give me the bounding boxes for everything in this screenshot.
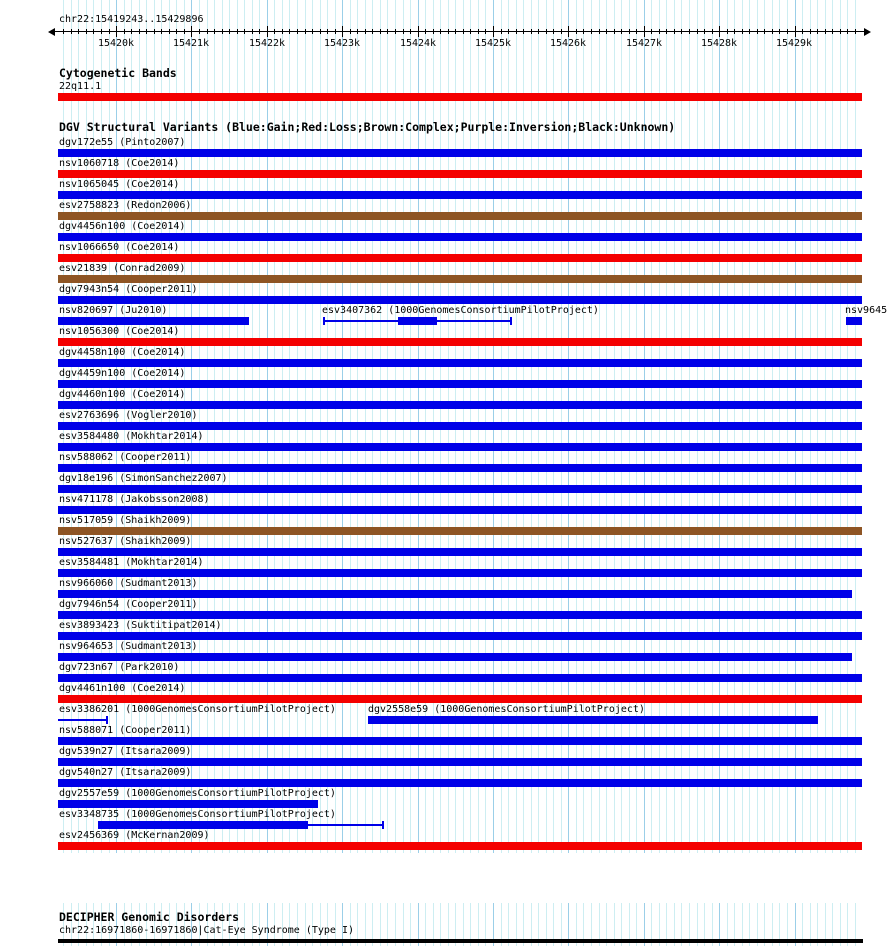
ruler-tick-label: 15420k [97,38,135,49]
ruler-tick-label: 15423k [323,38,361,49]
variant-label[interactable]: esv3584481 (Mokhtar2014) [59,557,204,568]
variant-label[interactable]: dgv539n27 (Itsara2009) [59,746,192,757]
variant-label[interactable]: dgv2558e59 (1000GenomesConsortiumPilotProject) [368,704,645,715]
variant-label[interactable]: esv3348735 (1000GenomesConsortiumPilotProject) [59,809,336,820]
variant-bar[interactable] [58,485,862,493]
ruler-tick-label: 15422k [248,38,286,49]
variant-label[interactable]: nsv471178 (Jakobsson2008) [59,494,210,505]
variant-label[interactable]: dgv4461n100 (Coe2014) [59,683,186,694]
variant-label[interactable]: dgv4456n100 (Coe2014) [59,221,186,232]
variant-label[interactable]: dgv4458n100 (Coe2014) [59,347,186,358]
variant-bar[interactable] [58,569,862,577]
variant-label[interactable]: nsv1065045 (Coe2014) [59,179,180,190]
variant-label[interactable]: esv3407362 (1000GenomesConsortiumPilotProject) [322,305,599,316]
variant-label[interactable]: dgv2557e59 (1000GenomesConsortiumPilotProject) [59,788,336,799]
region-label: chr22:15419243..15429896 [59,14,204,25]
variant-bar[interactable] [58,443,862,451]
variant-bar[interactable] [58,380,862,388]
variant-bar[interactable] [58,212,862,220]
variant-label[interactable]: nsv820697 (Ju2010) [59,305,168,316]
variant-bar[interactable] [58,590,852,598]
variant-label[interactable]: dgv7943n54 (Cooper2011) [59,284,198,295]
variant-bar[interactable] [58,149,862,157]
ruler-tick-label: 15421k [172,38,210,49]
decipher-entry-label[interactable]: chr22:16971860-16971860|Cat-Eye Syndrome (Type I) [59,925,355,936]
variant-label[interactable]: nsv9645 [845,305,888,316]
variant-label[interactable]: nsv588071 (Cooper2011) [59,725,192,736]
variant-span-line[interactable] [58,719,107,721]
variant-bar[interactable] [58,653,852,661]
variant-bar[interactable] [58,422,862,430]
ruler-tick-label: 15426k [549,38,587,49]
variant-end-tick [382,821,384,829]
variant-bar[interactable] [58,506,862,514]
ruler-tick-label: 15424k [399,38,437,49]
variant-bar[interactable] [58,254,862,262]
variant-label[interactable]: nsv1056300 (Coe2014) [59,326,180,337]
variant-label[interactable]: esv2456369 (McKernan2009) [59,830,210,841]
variant-bar[interactable] [58,632,862,640]
variant-bar[interactable] [398,317,437,325]
ruler-tick-label: 15425k [474,38,512,49]
variant-bar[interactable] [58,296,862,304]
variant-bar[interactable] [58,737,862,745]
variant-label[interactable]: nsv966060 (Sudmant2013) [59,578,198,589]
variant-bar[interactable] [58,779,862,787]
variant-label[interactable]: esv21839 (Conrad2009) [59,263,186,274]
variant-bar[interactable] [98,821,308,829]
variant-label[interactable]: dgv172e55 (Pinto2007) [59,137,186,148]
variant-bar[interactable] [58,191,862,199]
variant-bar[interactable] [58,338,862,346]
variant-bar[interactable] [58,527,862,535]
variant-span-line[interactable] [308,824,383,826]
ruler-tick-label: 15429k [775,38,813,49]
variant-label[interactable]: esv2758823 (Redon2006) [59,200,192,211]
variant-label[interactable]: dgv7946n54 (Cooper2011) [59,599,198,610]
variant-bar[interactable] [58,359,862,367]
variant-bar[interactable] [368,716,818,724]
dgv-track-header: DGV Structural Variants (Blue:Gain;Red:Loss;Brown:Complex;Purple:Inversion;Black:Unknown) [59,120,676,134]
variant-label[interactable]: nsv964653 (Sudmant2013) [59,641,198,652]
ruler-tick-label: 15427k [625,38,663,49]
variant-bar[interactable] [58,674,862,682]
variant-label[interactable]: nsv1066650 (Coe2014) [59,242,180,253]
variant-label[interactable]: dgv723n67 (Park2010) [59,662,180,673]
variant-bar[interactable] [58,611,862,619]
variant-bar[interactable] [58,317,249,325]
variant-label[interactable]: esv2763696 (Vogler2010) [59,410,198,421]
variant-bar[interactable] [58,695,862,703]
variant-bar[interactable] [58,842,862,850]
variant-label[interactable]: nsv1060718 (Coe2014) [59,158,180,169]
variant-end-tick [510,317,512,325]
variant-label[interactable]: nsv588062 (Cooper2011) [59,452,192,463]
variant-label[interactable]: esv3584480 (Mokhtar2014) [59,431,204,442]
variant-bar[interactable] [846,317,862,325]
variant-bar[interactable] [58,800,318,808]
variant-bar[interactable] [58,464,862,472]
variant-label[interactable]: dgv540n27 (Itsara2009) [59,767,192,778]
cytoband-label[interactable]: 22q11.1 [59,81,102,92]
variant-bar[interactable] [58,233,862,241]
variant-label[interactable]: nsv517059 (Shaikh2009) [59,515,192,526]
variant-bar[interactable] [58,548,862,556]
variant-bar[interactable] [58,275,862,283]
variant-label[interactable]: dgv4459n100 (Coe2014) [59,368,186,379]
variant-label[interactable]: esv3893423 (Suktitipat2014) [59,620,222,631]
variant-label[interactable]: esv3386201 (1000GenomesConsortiumPilotProject) [59,704,336,715]
variant-label[interactable]: nsv527637 (Shaikh2009) [59,536,192,547]
variant-bar[interactable] [58,170,862,178]
variant-bar[interactable] [58,758,862,766]
variant-label[interactable]: dgv4460n100 (Coe2014) [59,389,186,400]
variant-label[interactable]: dgv18e196 (SimonSanchez2007) [59,473,228,484]
variant-end-tick [106,716,108,724]
variant-bar[interactable] [58,401,862,409]
ruler-tick-label: 15428k [700,38,738,49]
decipher-entry-bar[interactable] [58,939,863,943]
decipher-track-header: DECIPHER Genomic Disorders [59,910,240,924]
cytogenetic-bands-header: Cytogenetic Bands [59,66,177,80]
